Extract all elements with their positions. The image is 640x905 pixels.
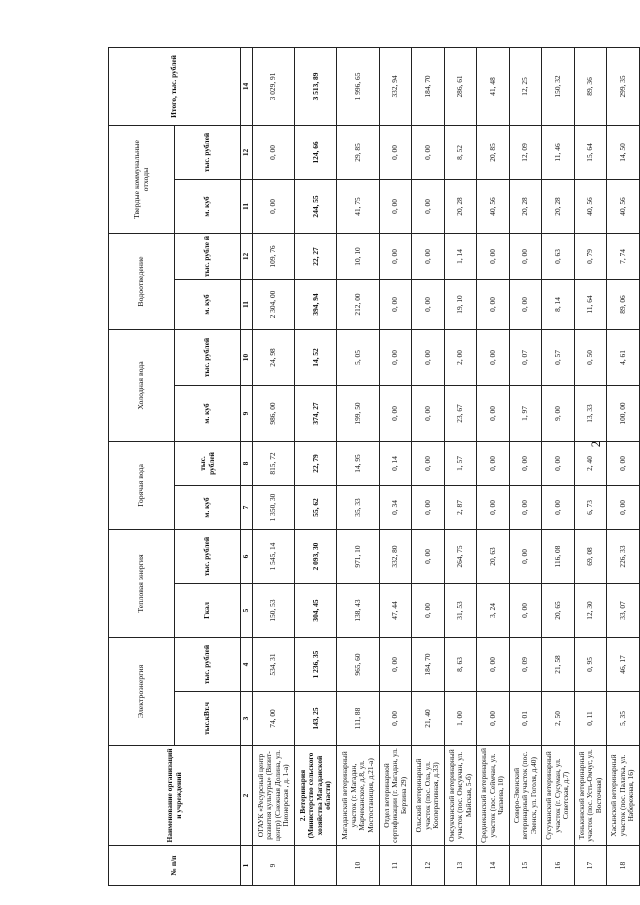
row-value: 11, 64 bbox=[574, 279, 607, 329]
row-value: 2, 87 bbox=[444, 486, 477, 530]
row-organization-name: 2. Ветеринария (Министерство сельского хозяйства Магаданской области) bbox=[295, 746, 337, 846]
row-value: 264, 75 bbox=[444, 530, 477, 584]
row-value: 3, 24 bbox=[477, 584, 510, 638]
row-value: 89, 36 bbox=[574, 47, 607, 125]
column-number: 6 bbox=[241, 530, 253, 584]
row-value: 1 996, 65 bbox=[337, 47, 379, 125]
column-number: 8 bbox=[241, 441, 253, 485]
column-number: 14 bbox=[241, 47, 253, 125]
header-unit: тыс. рублей bbox=[175, 441, 241, 485]
row-organization-name: Магаданский ветеринарный участок (г. Магадан, Марчеканское, д.8, ул. Мостостаниция, д.21-а) bbox=[337, 746, 379, 846]
table-row bbox=[295, 47, 337, 885]
row-value: 0, 00 bbox=[412, 179, 445, 233]
header-unit: Гкал bbox=[175, 584, 241, 638]
row-value: 47, 44 bbox=[379, 584, 412, 638]
row-value: 0, 00 bbox=[509, 233, 542, 279]
row-value: 244, 55 bbox=[295, 179, 337, 233]
table-row bbox=[509, 47, 542, 885]
header-unit: тыс. рублей bbox=[175, 638, 241, 692]
row-value: 20, 28 bbox=[542, 179, 575, 233]
row-value: 0, 57 bbox=[542, 329, 575, 385]
header-total: Итого, тыс. рублей bbox=[109, 47, 241, 125]
row-value: 0, 95 bbox=[574, 638, 607, 692]
row-value: 12, 09 bbox=[509, 125, 542, 179]
row-value: 69, 08 bbox=[574, 530, 607, 584]
row-value: 19, 10 bbox=[444, 279, 477, 329]
row-value: 2, 50 bbox=[542, 692, 575, 746]
row-value: 0, 00 bbox=[509, 279, 542, 329]
row-value: 2 093, 30 bbox=[295, 530, 337, 584]
row-value: 0, 14 bbox=[379, 441, 412, 485]
row-organization-name: ОГАУК «Ресурсный центр развития культуры» (Визит-центр) (Снежная Долина, ул. Пионерская , д. 1-а) bbox=[253, 746, 295, 846]
row-organization-name: Северо-Эвенский ветеринарный участок (пос. Эвенск, ул. Гоголя, д.40) bbox=[509, 746, 542, 846]
row-value: 0, 63 bbox=[542, 233, 575, 279]
row-number: 10 bbox=[337, 846, 379, 886]
row-value: 0, 79 bbox=[574, 233, 607, 279]
row-number: 9 bbox=[253, 846, 295, 886]
row-value: 0, 00 bbox=[477, 233, 510, 279]
header-name: Наименование организаций и учреждений bbox=[109, 746, 241, 846]
row-value: 24, 98 bbox=[253, 329, 295, 385]
row-value: 0, 07 bbox=[509, 329, 542, 385]
row-value: 22, 27 bbox=[295, 233, 337, 279]
row-value: 0, 00 bbox=[477, 638, 510, 692]
row-value: 0, 00 bbox=[379, 125, 412, 179]
row-value: 29, 85 bbox=[337, 125, 379, 179]
row-value: 100, 00 bbox=[607, 385, 640, 441]
row-value: 55, 62 bbox=[295, 486, 337, 530]
column-number: 5 bbox=[241, 584, 253, 638]
column-number: 10 bbox=[241, 329, 253, 385]
row-value: 184, 70 bbox=[412, 638, 445, 692]
row-value: 226, 33 bbox=[607, 530, 640, 584]
row-value: 2 304, 00 bbox=[253, 279, 295, 329]
row-value: 138, 43 bbox=[337, 584, 379, 638]
row-value: 0, 00 bbox=[607, 486, 640, 530]
row-value: 374, 27 bbox=[295, 385, 337, 441]
row-value: 0, 00 bbox=[412, 385, 445, 441]
row-value: 0, 11 bbox=[574, 692, 607, 746]
row-value: 3 513, 89 bbox=[295, 47, 337, 125]
table-row bbox=[253, 47, 295, 885]
row-value: 0, 00 bbox=[379, 279, 412, 329]
row-value: 3 029, 91 bbox=[253, 47, 295, 125]
row-value: 0, 00 bbox=[477, 486, 510, 530]
row-value: 20, 65 bbox=[542, 584, 575, 638]
row-value: 0, 00 bbox=[412, 125, 445, 179]
table-row bbox=[379, 47, 412, 885]
header-unit: тыс. рублей bbox=[175, 329, 241, 385]
row-value: 1 545, 14 bbox=[253, 530, 295, 584]
column-number: 2 bbox=[241, 746, 253, 846]
row-value: 212, 00 bbox=[337, 279, 379, 329]
row-value: 1, 00 bbox=[444, 692, 477, 746]
row-value: 41, 48 bbox=[477, 47, 510, 125]
table-row bbox=[574, 47, 607, 885]
row-value: 15, 64 bbox=[574, 125, 607, 179]
header-group: Водоотведение bbox=[109, 233, 175, 329]
header-unit: тыс. рублей bbox=[175, 530, 241, 584]
row-organization-name: Омсукчанский ветеринарный участок (пос. Омсукчан, ул. Майская, 5-б) bbox=[444, 746, 477, 846]
row-value: 971, 10 bbox=[337, 530, 379, 584]
row-number: 11 bbox=[379, 846, 412, 886]
row-value: 150, 32 bbox=[542, 47, 575, 125]
row-value: 0, 00 bbox=[412, 584, 445, 638]
row-value: 7, 74 bbox=[607, 233, 640, 279]
row-value: 14, 95 bbox=[337, 441, 379, 485]
utility-consumption-table bbox=[108, 47, 640, 886]
row-value: 20, 63 bbox=[477, 530, 510, 584]
row-value: 21, 58 bbox=[542, 638, 575, 692]
table-row bbox=[444, 47, 477, 885]
row-value: 74, 00 bbox=[253, 692, 295, 746]
row-value: 20, 28 bbox=[444, 179, 477, 233]
row-value: 8, 14 bbox=[542, 279, 575, 329]
row-value: 5, 35 bbox=[607, 692, 640, 746]
column-number: 4 bbox=[241, 638, 253, 692]
page-number: 2 bbox=[588, 440, 603, 448]
row-number: 12 bbox=[412, 846, 445, 886]
row-value: 0, 00 bbox=[607, 441, 640, 485]
header-unit: тыс. рублей bbox=[175, 125, 241, 179]
row-value: 0, 00 bbox=[412, 530, 445, 584]
row-value: 0, 00 bbox=[379, 233, 412, 279]
row-value: 8, 52 bbox=[444, 125, 477, 179]
table-row bbox=[607, 47, 640, 885]
row-value: 0, 00 bbox=[379, 692, 412, 746]
row-number: 15 bbox=[509, 846, 542, 886]
row-value: 2, 40 bbox=[574, 441, 607, 485]
row-organization-name: Отдел ветеринарной сертификации (г. Магадан, ул. Берзина 29) bbox=[379, 746, 412, 846]
row-value: 0, 00 bbox=[509, 584, 542, 638]
header-unit: м. куб bbox=[175, 179, 241, 233]
row-value: 0, 00 bbox=[509, 441, 542, 485]
row-value: 199, 50 bbox=[337, 385, 379, 441]
row-value: 0, 00 bbox=[379, 385, 412, 441]
row-value: 116, 08 bbox=[542, 530, 575, 584]
row-value: 815, 72 bbox=[253, 441, 295, 485]
row-value: 0, 00 bbox=[477, 279, 510, 329]
row-number: 16 bbox=[542, 846, 575, 886]
row-value: 8, 63 bbox=[444, 638, 477, 692]
row-value: 986, 00 bbox=[253, 385, 295, 441]
row-value: 12, 30 bbox=[574, 584, 607, 638]
row-value: 40, 56 bbox=[477, 179, 510, 233]
row-value: 41, 75 bbox=[337, 179, 379, 233]
row-value: 0, 00 bbox=[379, 638, 412, 692]
row-value: 0, 00 bbox=[509, 530, 542, 584]
row-value: 299, 35 bbox=[607, 47, 640, 125]
row-value: 5, 05 bbox=[337, 329, 379, 385]
row-value: 0, 00 bbox=[253, 125, 295, 179]
row-value: 12, 25 bbox=[509, 47, 542, 125]
header-group: Тепловая энергия bbox=[109, 530, 175, 638]
header-unit: м. куб bbox=[175, 385, 241, 441]
row-value: 0, 00 bbox=[412, 329, 445, 385]
header-group: Электроэнергия bbox=[109, 638, 175, 746]
header-unit: тыс.кВт.ч bbox=[175, 692, 241, 746]
column-number: 1 bbox=[241, 846, 253, 886]
row-organization-name: Сусуманский ветеринарный участок (г. Сусуман, ул. Советская, д.7) bbox=[542, 746, 575, 846]
table-row bbox=[477, 47, 510, 885]
row-value: 31, 53 bbox=[444, 584, 477, 638]
row-value: 304, 45 bbox=[295, 584, 337, 638]
row-value: 4, 61 bbox=[607, 329, 640, 385]
row-organization-name: Тенькинский ветеринарный участок (пос. Усть-Омчуг, ул. Восточная) bbox=[574, 746, 607, 846]
row-value: 0, 00 bbox=[379, 329, 412, 385]
row-value: 0, 34 bbox=[379, 486, 412, 530]
row-value: 20, 85 bbox=[477, 125, 510, 179]
row-value: 21, 40 bbox=[412, 692, 445, 746]
column-number: 11 bbox=[241, 179, 253, 233]
table-row bbox=[412, 47, 445, 885]
row-value: 40, 56 bbox=[607, 179, 640, 233]
row-value: 6, 73 bbox=[574, 486, 607, 530]
row-value: 0, 00 bbox=[509, 486, 542, 530]
rotated-table-container bbox=[108, 48, 640, 886]
row-value: 0, 01 bbox=[509, 692, 542, 746]
row-value: 0, 00 bbox=[542, 486, 575, 530]
row-value: 286, 61 bbox=[444, 47, 477, 125]
row-value: 2, 00 bbox=[444, 329, 477, 385]
row-value: 9, 00 bbox=[542, 385, 575, 441]
row-value: 11, 46 bbox=[542, 125, 575, 179]
column-number: 7 bbox=[241, 486, 253, 530]
row-value: 89, 06 bbox=[607, 279, 640, 329]
row-number: 14 bbox=[477, 846, 510, 886]
header-group: Холодная вода bbox=[109, 329, 175, 441]
row-value: 1 350, 30 bbox=[253, 486, 295, 530]
row-value: 0, 00 bbox=[542, 441, 575, 485]
row-value: 0, 00 bbox=[412, 441, 445, 485]
row-value: 0, 00 bbox=[253, 179, 295, 233]
row-value: 13, 33 bbox=[574, 385, 607, 441]
table-row bbox=[542, 47, 575, 885]
row-value: 14, 52 bbox=[295, 329, 337, 385]
header-num: № п/п bbox=[109, 846, 241, 886]
column-number: 11 bbox=[241, 279, 253, 329]
row-value: 111, 88 bbox=[337, 692, 379, 746]
row-value: 124, 66 bbox=[295, 125, 337, 179]
row-value: 109, 76 bbox=[253, 233, 295, 279]
row-number bbox=[295, 846, 337, 886]
row-value: 1 236, 35 bbox=[295, 638, 337, 692]
row-value: 33, 07 bbox=[607, 584, 640, 638]
header-group: Горячая вода bbox=[109, 441, 175, 529]
row-value: 0, 00 bbox=[412, 486, 445, 530]
row-value: 1, 97 bbox=[509, 385, 542, 441]
row-organization-name: Ольский ветеринарный участок (пос. Ола, ул. Кооперативная, д.33) bbox=[412, 746, 445, 846]
row-value: 10, 10 bbox=[337, 233, 379, 279]
row-organization-name: Хасынский ветеринарный участок (пос. Палатка, ул. Набережная, 16) bbox=[607, 746, 640, 846]
header-unit: м. куб bbox=[175, 279, 241, 329]
row-number: 13 bbox=[444, 846, 477, 886]
header-row-groups bbox=[109, 47, 175, 885]
row-value: 534, 31 bbox=[253, 638, 295, 692]
row-value: 965, 60 bbox=[337, 638, 379, 692]
column-number: 12 bbox=[241, 233, 253, 279]
row-number: 18 bbox=[607, 846, 640, 886]
column-number: 12 bbox=[241, 125, 253, 179]
column-number: 9 bbox=[241, 385, 253, 441]
row-value: 35, 33 bbox=[337, 486, 379, 530]
row-value: 0, 00 bbox=[379, 179, 412, 233]
row-value: 40, 56 bbox=[574, 179, 607, 233]
row-value: 22, 79 bbox=[295, 441, 337, 485]
header-unit: м. куб bbox=[175, 486, 241, 530]
row-value: 0, 00 bbox=[477, 441, 510, 485]
row-organization-name: Среднеканский ветеринарный участок (пос. Сеймчан, ул. Чапаева, 10) bbox=[477, 746, 510, 846]
row-value: 394, 94 bbox=[295, 279, 337, 329]
row-value: 332, 94 bbox=[379, 47, 412, 125]
row-value: 0, 00 bbox=[477, 692, 510, 746]
row-value: 150, 53 bbox=[253, 584, 295, 638]
header-row-col-numbers bbox=[241, 47, 253, 885]
row-value: 1, 14 bbox=[444, 233, 477, 279]
row-value: 1, 57 bbox=[444, 441, 477, 485]
header-unit: тыс. рубле й bbox=[175, 233, 241, 279]
row-value: 0, 00 bbox=[477, 385, 510, 441]
row-value: 23, 67 bbox=[444, 385, 477, 441]
row-value: 0, 09 bbox=[509, 638, 542, 692]
row-value: 20, 28 bbox=[509, 179, 542, 233]
row-value: 332, 80 bbox=[379, 530, 412, 584]
row-value: 0, 50 bbox=[574, 329, 607, 385]
row-value: 0, 00 bbox=[477, 329, 510, 385]
row-value: 143, 25 bbox=[295, 692, 337, 746]
header-group: Твердые коммунальные отходы bbox=[109, 125, 175, 233]
row-number: 17 bbox=[574, 846, 607, 886]
column-number: 3 bbox=[241, 692, 253, 746]
row-value: 0, 00 bbox=[412, 279, 445, 329]
row-value: 0, 00 bbox=[412, 233, 445, 279]
row-value: 46, 17 bbox=[607, 638, 640, 692]
row-value: 14, 50 bbox=[607, 125, 640, 179]
row-value: 184, 70 bbox=[412, 47, 445, 125]
table-row bbox=[337, 47, 379, 885]
